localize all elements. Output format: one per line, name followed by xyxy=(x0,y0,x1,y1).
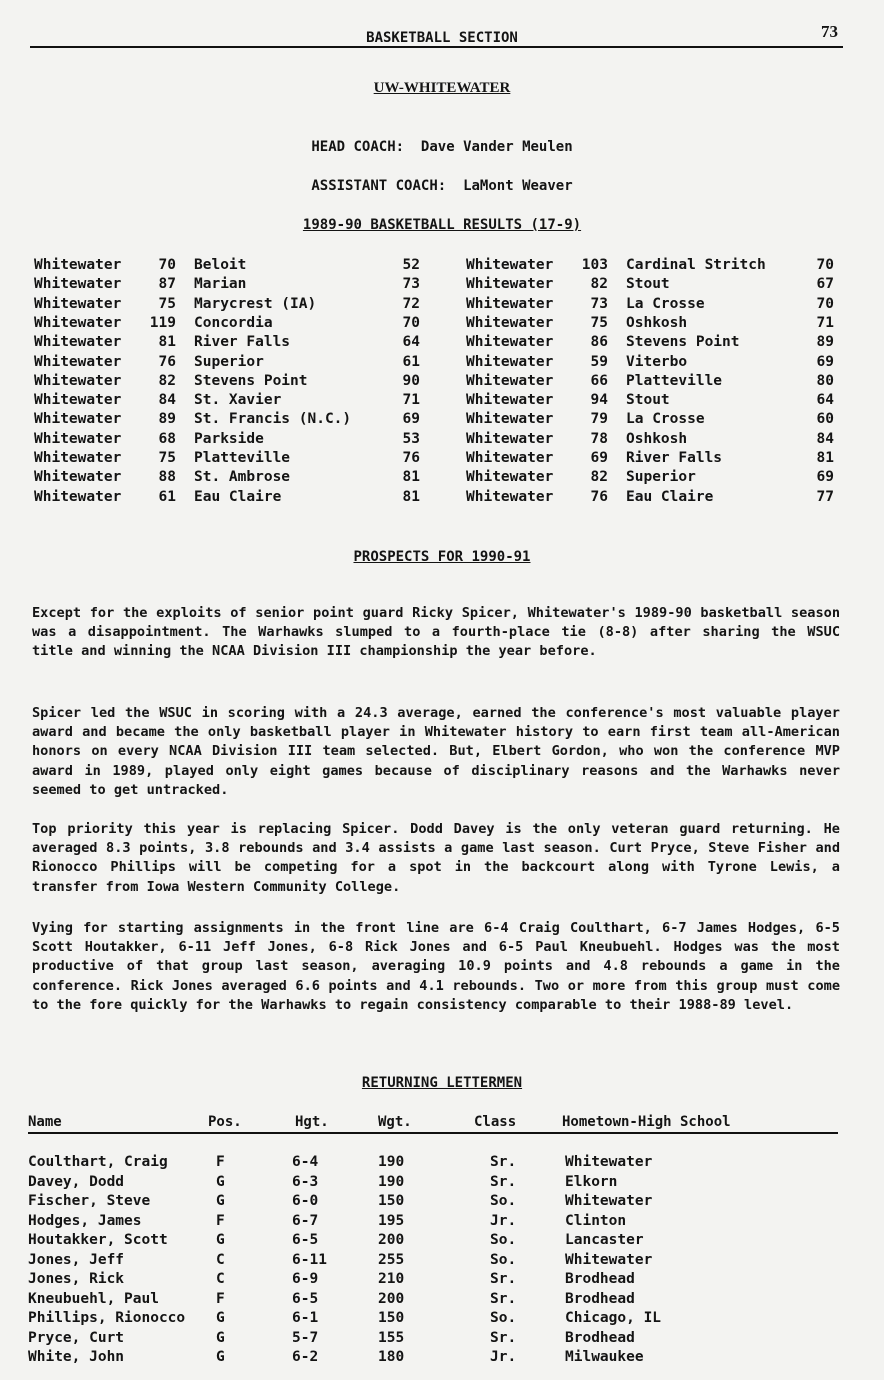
lettermen-cell: G xyxy=(216,1329,225,1346)
result-team: Whitewater xyxy=(466,450,554,466)
result-score: 103 xyxy=(581,257,608,273)
result-score: 69 xyxy=(590,450,608,466)
result-team: Whitewater xyxy=(34,372,122,389)
lettermen-cell: So. xyxy=(490,1251,517,1268)
result-score: 86 xyxy=(590,334,608,351)
lettermen-cell: 180 xyxy=(378,1349,405,1365)
lettermen-cell: Whitewater xyxy=(565,1193,653,1209)
lettermen-cell: 6-9 xyxy=(292,1271,319,1287)
result-team: Whitewater xyxy=(466,314,554,331)
header-rule xyxy=(30,46,843,48)
lettermen-cell: 6-11 xyxy=(292,1251,327,1268)
lettermen-cell: Fischer, Steve xyxy=(28,1193,151,1209)
result-score: 79 xyxy=(590,411,608,428)
result-team: Whitewater xyxy=(466,295,554,312)
result-team: Whitewater xyxy=(466,257,554,273)
lettermen-cell: 210 xyxy=(378,1271,405,1287)
lettermen-cell: Sr. xyxy=(490,1329,517,1346)
assistant-coach-line xyxy=(0,178,884,194)
results-title: 1989-90 BASKETBALL RESULTS (17-9) xyxy=(302,217,582,233)
result-opponent-score: 71 xyxy=(402,392,420,409)
result-team: Whitewater xyxy=(466,372,554,389)
result-score: 89 xyxy=(158,411,176,428)
result-score: 59 xyxy=(590,353,608,370)
lettermen-cell: Sr. xyxy=(490,1271,517,1287)
lettermen-cell: Pryce, Curt xyxy=(28,1329,125,1346)
lettermen-cell: 200 xyxy=(378,1232,405,1248)
result-team: Whitewater xyxy=(466,276,554,293)
lettermen-title: RETURNING LETTERMEN xyxy=(361,1075,523,1091)
lettermen-cell: G xyxy=(216,1349,225,1365)
result-opponent: Stevens Point xyxy=(626,334,740,351)
prospects-paragraph: Spicer led the WSUC in scoring with a 24.3 average, earned the conference's most valuable player award and became the only basketball player in Whitewater history to earn first team all-American honors on every NCAA Division III team selected. But, Elbert Gordon, who won the conference MVP award in 1989, played only eight games because of disciplinary reasons and the Warhawks never seemed to get untracked. xyxy=(32,705,840,798)
lettermen-cell: 6-4 xyxy=(292,1154,319,1170)
result-opponent: Oshkosh xyxy=(626,430,688,447)
lettermen-header-rule xyxy=(28,1132,838,1134)
lettermen-cell: 200 xyxy=(378,1290,405,1307)
result-opponent: Platteville xyxy=(194,450,291,466)
lettermen-cell: 190 xyxy=(378,1173,405,1190)
result-opponent-score: 73 xyxy=(402,276,420,293)
lettermen-cell: G xyxy=(216,1193,225,1209)
result-team: Whitewater xyxy=(466,392,554,409)
lettermen-cell: C xyxy=(216,1251,225,1268)
result-team: Whitewater xyxy=(466,353,554,370)
lettermen-cell: Milwaukee xyxy=(565,1349,644,1365)
lettermen-cell: 150 xyxy=(378,1193,405,1209)
result-opponent-score: 90 xyxy=(402,372,420,389)
result-opponent-score: 60 xyxy=(816,411,834,428)
result-opponent-score: 70 xyxy=(816,257,834,273)
lettermen-cell: C xyxy=(216,1271,225,1287)
result-score: 76 xyxy=(158,353,176,370)
head-coach-label: HEAD COACH: xyxy=(311,139,405,155)
result-opponent: La Crosse xyxy=(626,295,705,312)
lettermen-cell: Houtakker, Scott xyxy=(28,1232,168,1248)
lettermen-cell: Jones, Rick xyxy=(28,1271,125,1287)
result-opponent: River Falls xyxy=(194,334,291,351)
result-score: 76 xyxy=(590,488,608,505)
lettermen-cell: F xyxy=(216,1290,225,1307)
result-opponent-score: 64 xyxy=(402,334,420,351)
result-opponent-score: 77 xyxy=(816,488,834,505)
result-team: Whitewater xyxy=(34,314,122,331)
lettermen-cell: Jr. xyxy=(490,1212,517,1229)
result-opponent: Stevens Point xyxy=(194,372,308,389)
result-opponent-score: 70 xyxy=(402,314,420,331)
lettermen-cell: Hodges, James xyxy=(28,1212,142,1229)
result-score: 75 xyxy=(590,314,608,331)
lettermen-header-cell: Hgt. xyxy=(295,1114,329,1130)
result-opponent: Beloit xyxy=(194,257,247,273)
lettermen-cell: 6-2 xyxy=(292,1349,319,1365)
result-team: Whitewater xyxy=(466,430,554,447)
lettermen-cell: Lancaster xyxy=(565,1232,644,1248)
result-opponent-score: 70 xyxy=(816,295,834,312)
section-header: BASKETBALL SECTION xyxy=(366,30,518,46)
prospects-paragraph: Top priority this year is replacing Spicer. Dodd Davey is the only veteran guard returning. He averaged 8.3 points, 3.8 rebounds and 3.4 assists a game last season. Curt Pryce, Steve Fisher and Rionocco Phillips will be competing for a spot in the backcourt along with Tyrone Lewis, a transfer from Iowa Western Community College. xyxy=(32,821,840,895)
result-opponent-score: 61 xyxy=(402,353,420,370)
result-score: 66 xyxy=(590,372,608,389)
lettermen-cell: 195 xyxy=(378,1212,405,1229)
result-opponent: St. Ambrose xyxy=(194,469,291,486)
result-score: 82 xyxy=(590,276,608,293)
result-opponent-score: 69 xyxy=(816,469,834,486)
result-opponent: St. Xavier xyxy=(194,392,282,409)
prospects-paragraph: Vying for starting assignments in the front line are 6-4 Craig Coulthart, 6-7 James Hodges, 6-5 Scott Houtakker, 6-11 Jeff Jones, 6-8 Rick Jones and 6-5 Paul Kneubuehl. Hodges was the most productive of that group last season, averaging 10.9 points and 4.8 rebounds a game in the conference. Rick Jones averaged 6.6 points and 4.1 rebounds. Two or more from this group must come to the fore quickly for the Warhawks to regain consistency comparable to their 1988-89 level. xyxy=(32,920,840,1013)
lettermen-cell: G xyxy=(216,1232,225,1248)
prospects-paragraph: Except for the exploits of senior point guard Ricky Spicer, Whitewater's 1989-90 basketball season was a disappointment. The Warhawks slumped to a fourth-place tie (8-8) after sharing the WSUC title and winning the NCAA Division III championship the year before. xyxy=(32,605,840,660)
result-opponent-score: 52 xyxy=(402,257,420,273)
result-opponent-score: 80 xyxy=(816,372,834,389)
result-opponent: Cardinal Stritch xyxy=(626,257,766,273)
lettermen-cell: F xyxy=(216,1154,225,1170)
result-opponent: Marycrest (IA) xyxy=(194,295,317,312)
lettermen-cell: Brodhead xyxy=(565,1271,635,1287)
result-team: Whitewater xyxy=(34,469,122,486)
lettermen-cell: F xyxy=(216,1212,225,1229)
lettermen-cell: 6-5 xyxy=(292,1232,319,1248)
result-opponent-score: 64 xyxy=(816,392,834,409)
result-team: Whitewater xyxy=(34,295,122,312)
result-opponent-score: 81 xyxy=(402,469,420,486)
result-opponent-score: 76 xyxy=(402,450,420,466)
lettermen-cell: Whitewater xyxy=(565,1251,653,1268)
result-score: 70 xyxy=(158,257,176,273)
lettermen-cell: Sr. xyxy=(490,1290,517,1307)
result-score: 68 xyxy=(158,430,176,447)
result-score: 75 xyxy=(158,295,176,312)
lettermen-cell: Jones, Jeff xyxy=(28,1251,125,1268)
result-opponent: Stout xyxy=(626,276,670,293)
result-opponent: River Falls xyxy=(626,450,723,466)
lettermen-cell: 150 xyxy=(378,1310,405,1326)
result-team: Whitewater xyxy=(34,430,122,447)
head-coach-name: Dave Vander Meulen xyxy=(420,139,573,155)
lettermen-header-cell: Name xyxy=(28,1114,62,1130)
lettermen-cell: Jr. xyxy=(490,1349,517,1365)
lettermen-cell: Davey, Dodd xyxy=(28,1173,125,1190)
result-team: Whitewater xyxy=(34,411,122,428)
lettermen-cell: Phillips, Rionocco xyxy=(28,1310,186,1326)
assistant-coach-label: ASSISTANT COACH: xyxy=(311,178,447,194)
result-score: 73 xyxy=(590,295,608,312)
lettermen-cell: So. xyxy=(490,1310,517,1326)
result-score: 84 xyxy=(158,392,176,409)
result-team: Whitewater xyxy=(34,276,122,293)
lettermen-cell: 190 xyxy=(378,1154,405,1170)
result-opponent-score: 72 xyxy=(402,295,420,312)
lettermen-cell: 255 xyxy=(378,1251,405,1268)
result-opponent: Oshkosh xyxy=(626,314,688,331)
result-opponent-score: 71 xyxy=(816,314,834,331)
lettermen-cell: Clinton xyxy=(565,1212,627,1229)
lettermen-cell: Chicago, IL xyxy=(565,1310,662,1326)
result-opponent: Stout xyxy=(626,392,670,409)
result-opponent: Superior xyxy=(626,469,696,486)
prospects-title: PROSPECTS FOR 1990-91 xyxy=(353,549,531,565)
lettermen-cell: So. xyxy=(490,1232,517,1248)
lettermen-cell: 6-3 xyxy=(292,1173,319,1190)
result-team: Whitewater xyxy=(34,392,122,409)
result-score: 82 xyxy=(158,372,176,389)
result-team: Whitewater xyxy=(34,334,122,351)
result-team: Whitewater xyxy=(466,334,554,351)
result-opponent: Platteville xyxy=(626,372,723,389)
lettermen-header-cell: Hometown-High School xyxy=(562,1114,731,1130)
lettermen-cell: Coulthart, Craig xyxy=(28,1154,168,1170)
result-opponent-score: 53 xyxy=(402,430,420,447)
result-opponent-score: 69 xyxy=(816,353,834,370)
result-opponent-score: 81 xyxy=(402,488,420,505)
lettermen-cell: 6-0 xyxy=(292,1193,319,1209)
result-opponent-score: 89 xyxy=(816,334,834,351)
result-opponent-score: 67 xyxy=(816,276,834,293)
result-opponent: Viterbo xyxy=(626,353,688,370)
result-opponent: Marian xyxy=(194,276,247,293)
result-opponent: Parkside xyxy=(194,430,264,447)
assistant-coach-name: LaMont Weaver xyxy=(463,178,573,194)
result-opponent: La Crosse xyxy=(626,411,705,428)
result-score: 75 xyxy=(158,450,176,466)
lettermen-cell: Sr. xyxy=(490,1173,517,1190)
result-score: 94 xyxy=(590,392,608,409)
result-team: Whitewater xyxy=(34,488,122,505)
lettermen-cell: Brodhead xyxy=(565,1290,635,1307)
result-opponent: Eau Claire xyxy=(626,488,714,505)
lettermen-cell: Brodhead xyxy=(565,1329,635,1346)
lettermen-cell: Kneubuehl, Paul xyxy=(28,1290,159,1307)
result-team: Whitewater xyxy=(34,353,122,370)
head-coach-line xyxy=(0,139,884,155)
result-opponent-score: 81 xyxy=(816,450,834,466)
result-team: Whitewater xyxy=(34,450,122,466)
result-opponent: Concordia xyxy=(194,314,273,331)
result-score: 61 xyxy=(158,488,176,505)
result-score: 78 xyxy=(590,430,608,447)
result-opponent: Superior xyxy=(194,353,264,370)
result-opponent-score: 69 xyxy=(402,411,420,428)
result-opponent-score: 84 xyxy=(816,430,834,447)
result-score: 81 xyxy=(158,334,176,351)
lettermen-cell: 155 xyxy=(378,1329,405,1346)
result-score: 87 xyxy=(158,276,176,293)
school-title: UW-WHITEWATER xyxy=(373,80,511,96)
lettermen-cell: Elkorn xyxy=(565,1173,618,1190)
lettermen-cell: Sr. xyxy=(490,1154,517,1170)
result-team: Whitewater xyxy=(466,411,554,428)
result-team: Whitewater xyxy=(466,488,554,505)
result-team: Whitewater xyxy=(466,469,554,486)
result-opponent: St. Francis (N.C.) xyxy=(194,411,352,428)
lettermen-cell: G xyxy=(216,1310,225,1326)
lettermen-header-cell: Wgt. xyxy=(378,1114,412,1130)
lettermen-cell: So. xyxy=(490,1193,517,1209)
result-score: 82 xyxy=(590,469,608,486)
lettermen-header-cell: Pos. xyxy=(208,1114,242,1130)
result-opponent: Eau Claire xyxy=(194,488,282,505)
result-score: 119 xyxy=(149,314,176,331)
result-score: 88 xyxy=(158,469,176,486)
result-team: Whitewater xyxy=(34,257,122,273)
lettermen-header-cell: Class xyxy=(474,1114,517,1130)
lettermen-cell: Whitewater xyxy=(565,1154,653,1170)
lettermen-cell: White, John xyxy=(28,1349,125,1365)
lettermen-cell: 5-7 xyxy=(292,1329,319,1346)
lettermen-cell: 6-1 xyxy=(292,1310,319,1326)
lettermen-cell: 6-5 xyxy=(292,1290,319,1307)
lettermen-cell: 6-7 xyxy=(292,1212,319,1229)
page-number: 73 xyxy=(821,22,838,41)
lettermen-cell: G xyxy=(216,1173,225,1190)
